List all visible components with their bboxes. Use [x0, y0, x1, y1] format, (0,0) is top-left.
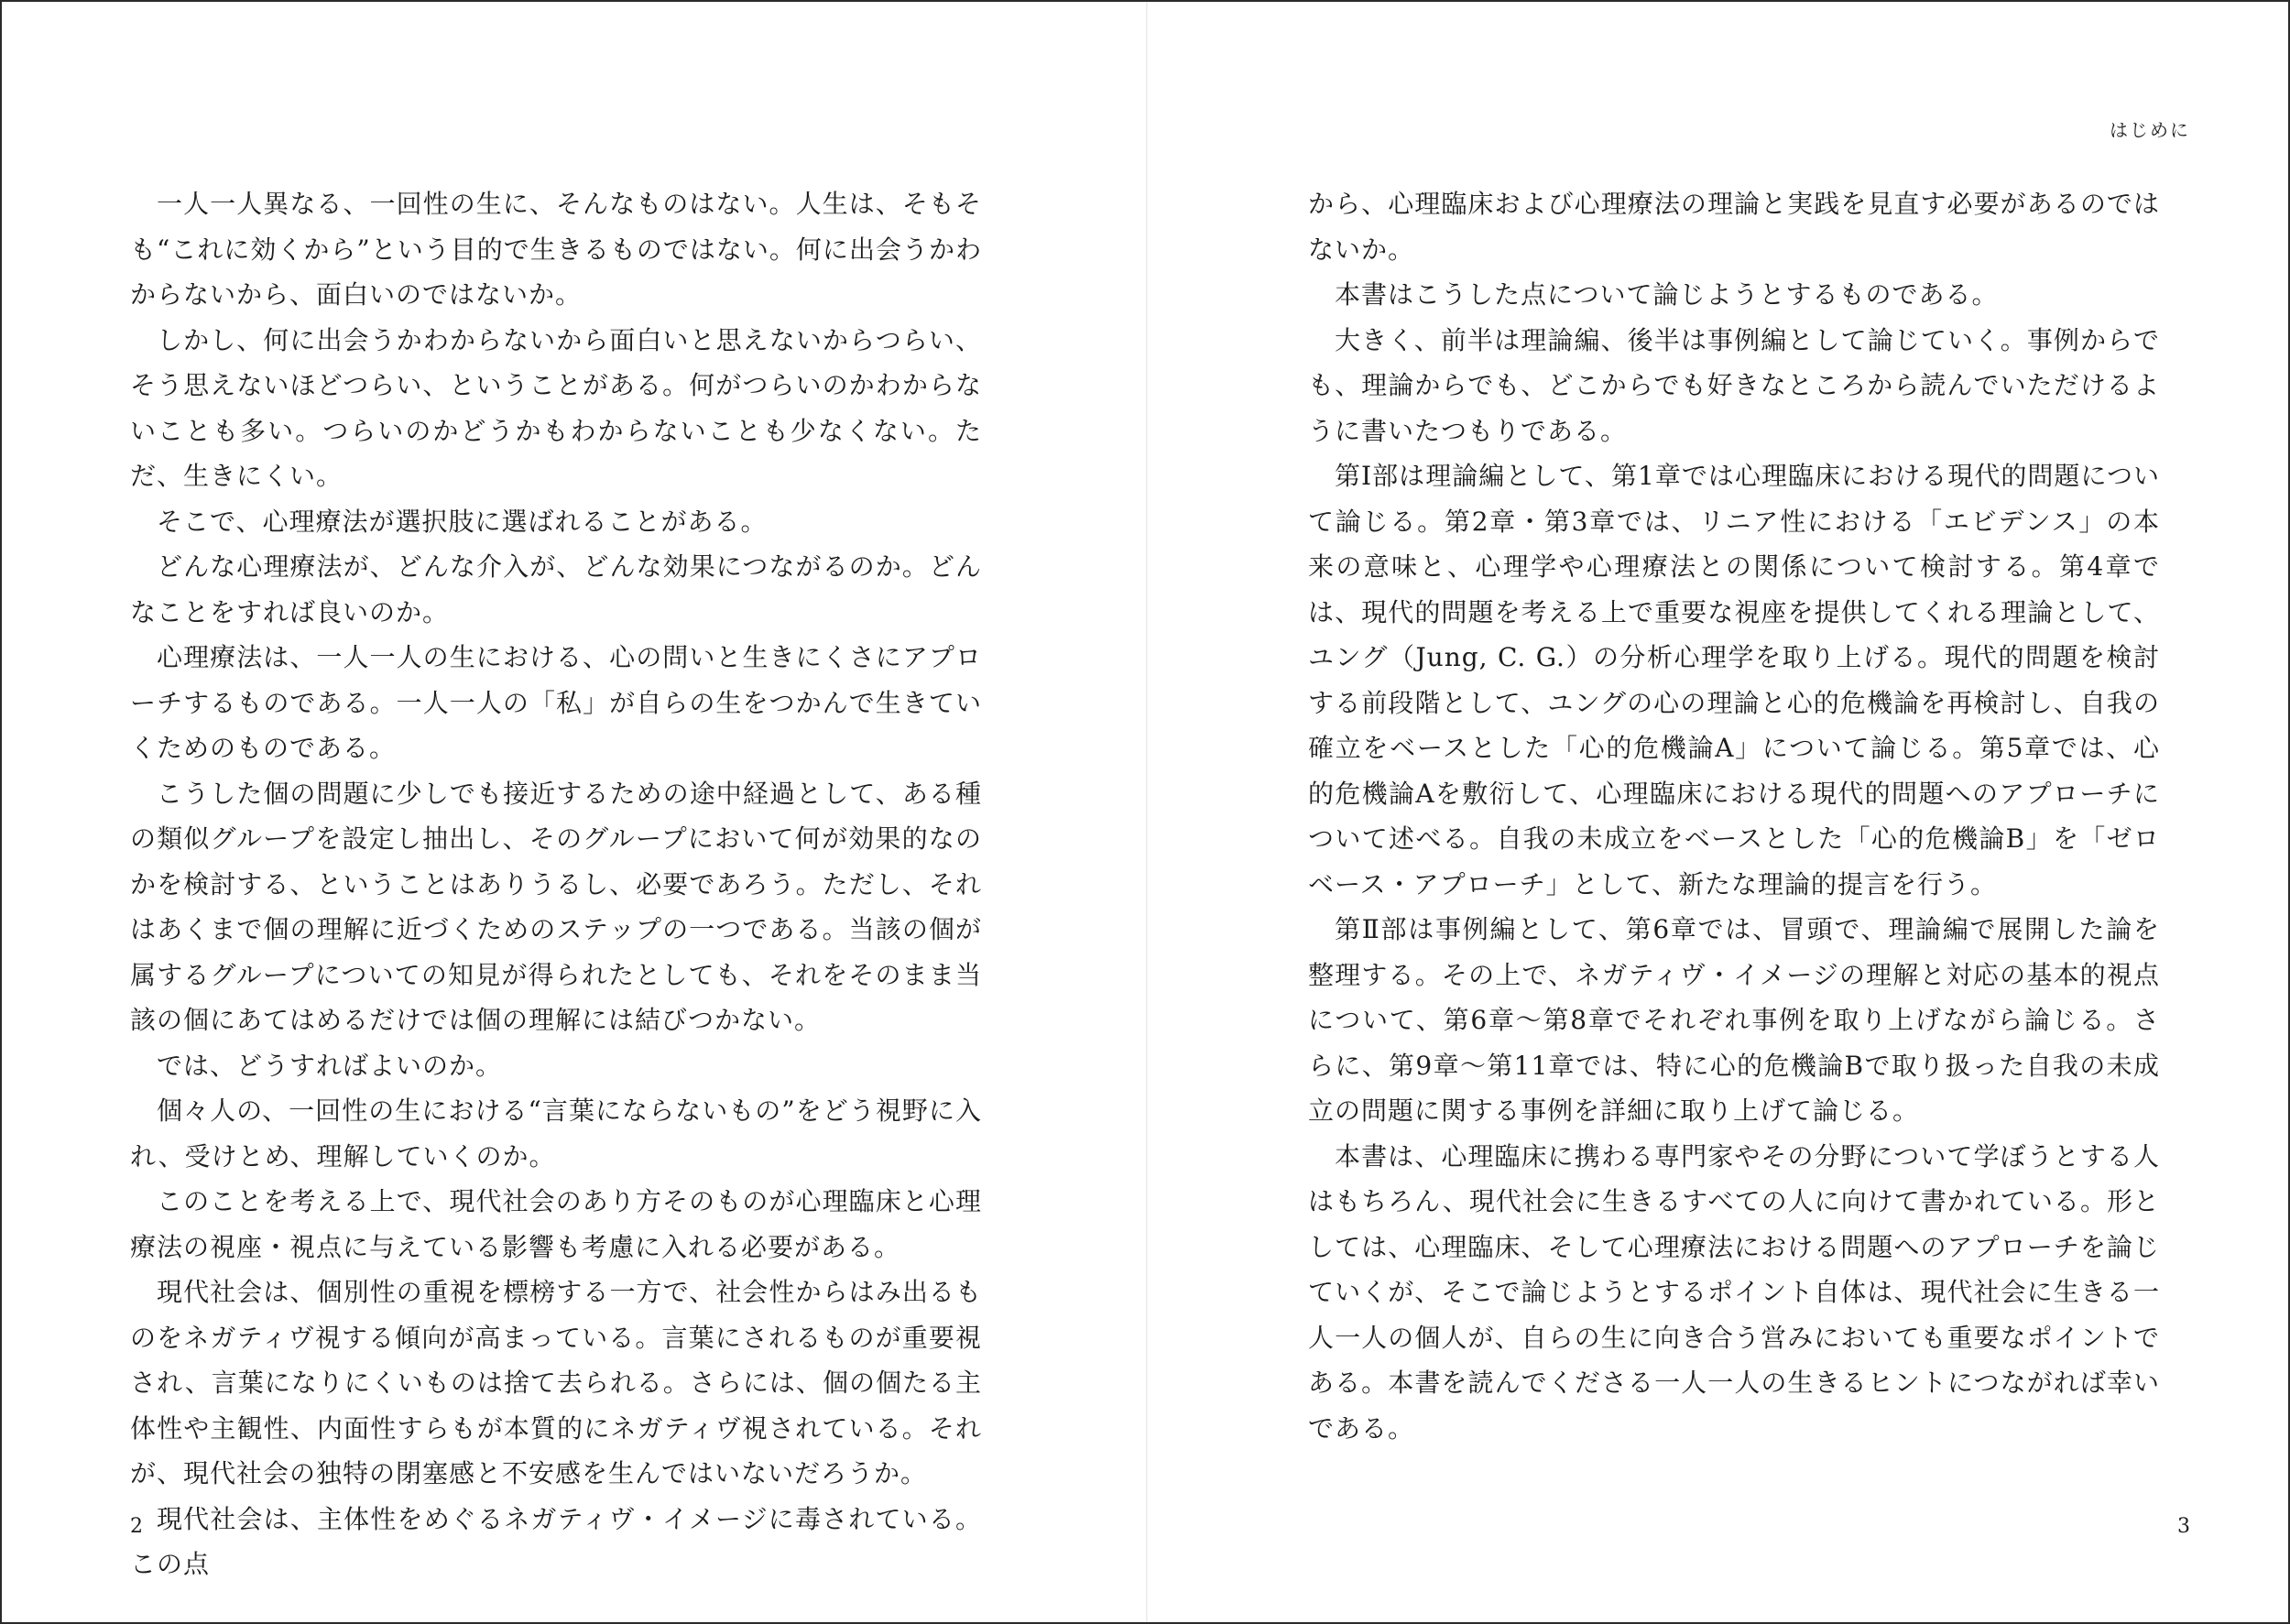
left-page-body [130, 181, 982, 1587]
paragraph: そこで、心理療法が選択肢に選ばれることがある。 [157, 506, 768, 537]
paragraph: どんな心理療法が、どんな介入が、どんな効果につながるのか。どんなことをすれば良いのか。 [130, 551, 982, 627]
paragraph: 一人一人異なる、一回性の生に、そんなものはない。人生は、そもそも“これに効くから”という目的で生きるものではない。何に出会うかわからないから、面白いのではないか。 [130, 189, 982, 310]
running-head: はじめに [2110, 119, 2190, 141]
right-page [1148, 2, 2290, 1622]
page-number: 3 [2177, 1515, 2190, 1538]
paragraph: こうした個の問題に少しでも接近するための途中経過として、ある種の類似グループを設定し抽出し、そのグループにおいて何が効果的なのかを検討する、ということはありうるし、必要であろう。ただし、それはあくまで個の理解に近づくためのステップの一つである。当該の個が属するグループについての知見が得られたとしても、それをそのまま当該の個にあてはめるだけでは個の理解には結びつかない。 [130, 778, 982, 1035]
left-page [2, 2, 1146, 1622]
paragraph: しかし、何に出会うかわからないから面白いと思えないからつらい、そう思えないほどつらい、ということがある。何がつらいのかわからないことも多い。つらいのかどうかもわからないことも少なくない。ただ、生きにくい。 [130, 324, 982, 491]
page-number: 2 [130, 1515, 143, 1538]
paragraph: 大きく、前半は理論編、後半は事例編として論じていく。事例からでも、理論からでも、どこからでも好きなところから読んでいただけるように書いたつもりである。 [1308, 324, 2160, 446]
paragraph: 個々人の、一回性の生における“言葉にならないもの”をどう視野に入れ、受けとめ、理解していくのか。 [130, 1095, 982, 1172]
paragraph: このことを考える上で、現代社会のあり方そのものが心理臨床と心理療法の視座・視点に与えている影響も考慮に入れる必要がある。 [130, 1186, 982, 1262]
paragraph: 第Ⅱ部は事例編として、第6章では、冒頭で、理論編で展開した論を整理する。その上で、ネガティヴ・イメージの理解と対応の基本的視点について、第6章〜第8章でそれぞれ事例を取り上げながら論じる。さらに、第9章〜第11章では、特に心的危機論Bで取り扱った自我の未成立の問題に関する事例を詳細に取り上げて論じる。 [1308, 914, 2160, 1126]
paragraph: 本書はこうした点について論じようとするものである。 [1335, 279, 1999, 310]
paragraph: 現代社会は、個別性の重視を標榜する一方で、社会性からはみ出るものをネガティヴ視する傾向が高まっている。言葉にされるものが重要視され、言葉になりにくいものは捨て去られる。さらには、個の個たる主体性や主観性、内面性すらもが本質的にネガティヴ視されている。それが、現代社会の独特の閉塞感と不安感を生んではいないだろうか。 [130, 1277, 982, 1488]
paragraph: 本書は、心理臨床に携わる専門家やその分野について学ぼうとする人はもちろん、現代社会に生きるすべての人に向けて書かれている。形としては、心理臨床、そして心理療法における問題へのアプローチを論じていくが、そこで論じようとするポイント自体は、現代社会に生きる一人一人の個人が、自らの生に向き合う営みにおいても重要なポイントである。本書を読んでくださる一人一人の生きるヒントにつながれば幸いである。 [1308, 1140, 2160, 1444]
continued-paragraph: から、心理臨床および心理療法の理論と実践を見直す必要があるのではないか。 [1308, 189, 2160, 265]
right-page-body [1308, 181, 2160, 1451]
paragraph: では、どうすればよいのか。 [157, 1050, 503, 1081]
paragraph: 現代社会は、主体性をめぐるネガティヴ・イメージに毒されている。この点 [130, 1503, 982, 1579]
paragraph: 第Ⅰ部は理論編として、第1章では心理臨床における現代的問題について論じる。第2章・第3章では、リニア性における「エビデンス」の本来の意味と、心理学や心理療法との関係について検討する。第4章では、現代的問題を考える上で重要な視座を提供してくれる理論として、ユング（Jung, C. G.）の分析心理学を取り上げる。現代的問題を検討する前段階として、ユングの心の理論と心的危機論を再検討し、自我の確立をベースとした「心的危機論A」について論じる。第5章では、心的危機論Aを敷衍して、心理臨床における現代的問題へのアプローチについて述べる。自我の未成立をベースとした「心的危機論B」を「ゼロベース・アプローチ」として、新たな理論的提言を行う。 [1308, 461, 2160, 899]
paragraph: 心理療法は、一人一人の生における、心の問いと生きにくさにアプローチするものである。一人一人の「私」が自らの生をつかんで生きていくためのものである。 [130, 642, 982, 763]
